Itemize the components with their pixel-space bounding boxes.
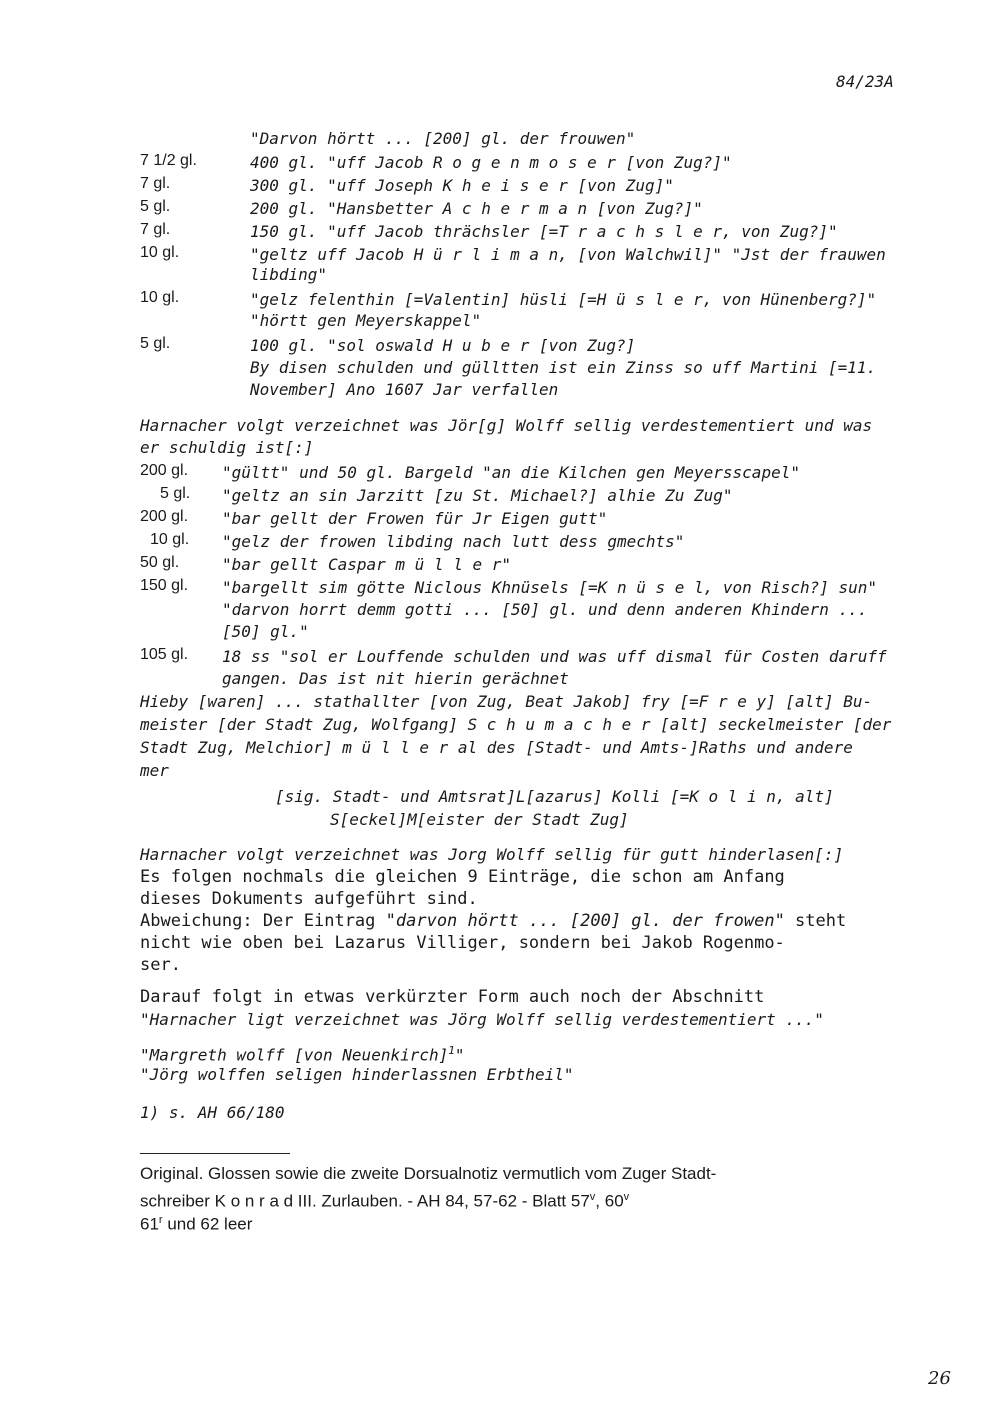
- commentary-line: Es folgen nochmals die gleichen 9 Einträge, die schon am Anfang: [140, 867, 785, 887]
- signature-line: [sig. Stadt- und Amtsrat]L[azarus] Kolli [=K o l i n, alt]: [275, 787, 834, 806]
- entry-text: 200 gl. "Hansbetter A c h e r m a n [von Zug?]": [250, 199, 703, 218]
- amount: 7 1/2 gl.: [140, 152, 197, 169]
- quoted-heading: [140, 1040, 465, 1066]
- block2-intro: Harnacher volgt verzeichnet was Jör[g] Wolff sellig verdestementiert und was: [140, 416, 873, 435]
- entry-text: "gelz der frowen libding nach lutt dess gmechts": [222, 532, 685, 551]
- block3-intro: Harnacher volgt verzeichnet was Jorg Wolff sellig für gutt hinderlasen[:]: [140, 845, 844, 864]
- corner-page-mark: 26: [928, 1368, 951, 1389]
- source-text: schreiber K o n r a d III. Zurlauben. - AH 84, 57-62 - Blatt 57: [140, 1191, 590, 1211]
- commentary-text: steht: [784, 911, 847, 931]
- amount: 7 gl.: [140, 221, 171, 238]
- source-note: [140, 1209, 252, 1236]
- commentary-text: Abweichung: Der Eintrag: [140, 911, 386, 931]
- amount: 50 gl.: [140, 554, 180, 571]
- amount: 10 gl.: [140, 289, 180, 306]
- amount: 150 gl.: [140, 577, 189, 594]
- superscript: v: [589, 1191, 596, 1203]
- block2-intro: er schuldig ist[:]: [140, 438, 314, 457]
- amount: 10 gl.: [140, 244, 180, 261]
- footnote-rule: [140, 1153, 290, 1154]
- entry-text: "geltz an sin Jarzitt [zu St. Michael?] alhie Zu Zug": [222, 486, 733, 505]
- source-text: 61: [140, 1214, 159, 1234]
- entry-text: "bargellt sim götte Niclous Khnüsels [=K n ü s e l, von Risch?] sun": [222, 578, 878, 597]
- amount: 5 gl.: [160, 485, 191, 502]
- superscript: v: [623, 1191, 630, 1203]
- commentary-line: [140, 910, 846, 932]
- amount: 5 gl.: [140, 198, 171, 215]
- entry-text: 100 gl. "sol oswald H u b e r [von Zug?]: [250, 336, 636, 355]
- commentary-line: dieses Dokuments aufgeführt sind.: [140, 889, 478, 909]
- amount: 105 gl.: [140, 646, 189, 663]
- entry-continuation: "hörtt gen Meyerskappel": [250, 311, 482, 330]
- entry-text: "gelz felenthin [=Valentin] hüsli [=H ü s l e r, von Hünenberg?]": [250, 290, 877, 309]
- entry-text: 18 ss "sol er Louffende schulden und was uff dismal für Costen daruff: [222, 647, 887, 666]
- quoted-entry: "darvon hörtt ... [200] gl. der frowen": [385, 911, 785, 931]
- entry-continuation: November] Ano 1607 Jar verfallen: [250, 380, 559, 399]
- amount: 7 gl.: [140, 175, 171, 192]
- commentary-line: Darauf folgt in etwas verkürzter Form auch noch der Abschnitt: [140, 987, 765, 1007]
- footnote-ref: 1: [448, 1044, 455, 1057]
- witness-line: Stadt Zug, Melchior] m ü l l e r al des [Stadt- und Amts-]Raths und andere: [140, 738, 853, 757]
- quote-end: ": [454, 1045, 465, 1065]
- entry-continuation: By disen schulden und gülltten ist ein Zinss so uff Martini [=11.: [250, 358, 877, 377]
- signature-line: S[eckel]M[eister der Stadt Zug]: [330, 810, 629, 829]
- source-text: und 62 leer: [162, 1214, 253, 1234]
- amount: 10 gl.: [150, 531, 190, 548]
- entry-text: "geltz uff Jacob H ü r l i m a n, [von Walchwil]" "Jst der frauwen: [250, 245, 886, 264]
- quote-text: "Margreth wolff [von Neuenkirch]: [140, 1045, 449, 1065]
- entry-continuation: libding": [250, 265, 328, 284]
- superscript: r: [158, 1214, 163, 1226]
- amount: 5 gl.: [140, 335, 171, 352]
- commentary-line: ser.: [140, 955, 181, 975]
- commentary-line: nicht wie oben bei Lazarus Villiger, sondern bei Jakob Rogenmo-: [140, 933, 785, 953]
- source-note: Original. Glossen sowie die zweite Dorsualnotiz vermutlich vom Zuger Stadt-: [140, 1164, 717, 1183]
- quoted-heading: "Jörg wolffen seligen hinderlassnen Erbtheil": [140, 1065, 574, 1084]
- entry-continuation: gangen. Das ist nit hierin gerächnet: [222, 669, 569, 688]
- block1-header: "Darvon hörtt ... [200] gl. der frouwen": [250, 129, 636, 148]
- entry-continuation: [50] gl.": [222, 622, 309, 641]
- entry-continuation: "darvon horrt demm gotti ... [50] gl. und denn anderen Khindern ...: [222, 600, 868, 619]
- entry-text: "bar gellt Caspar m ü l l e r": [222, 555, 511, 574]
- footnote: 1) s. AH 66/180: [140, 1103, 285, 1122]
- quoted-heading: "Harnacher ligt verzeichnet was Jörg Wolff sellig verdestementiert ...": [140, 1010, 824, 1029]
- amount: 200 gl.: [140, 508, 189, 525]
- witness-line: Hieby [waren] ... stathallter [von Zug, Beat Jakob] fry [=F r e y] [alt] Bu-: [140, 692, 873, 711]
- entry-text: "gültt" und 50 gl. Bargeld "an die Kilchen gen Meyersscapel": [222, 463, 800, 482]
- entry-text: 400 gl. "uff Jacob R o g e n m o s e r [von Zug?]": [250, 153, 732, 172]
- entry-text: "bar gellt der Frowen für Jr Eigen gutt": [222, 509, 608, 528]
- witness-line: mer: [140, 761, 169, 780]
- source-text: , 60: [595, 1191, 624, 1211]
- entry-text: 300 gl. "uff Joseph K h e i s e r [von Zug]": [250, 176, 674, 195]
- entry-text: 150 gl. "uff Jacob thrächsler [=T r a c h s l e r, von Zug?]": [250, 222, 838, 241]
- page-number: 84/23A: [836, 72, 894, 91]
- amount: 200 gl.: [140, 462, 189, 479]
- witness-line: meister [der Stadt Zug, Wolfgang] S c h u m a c h e r [alt] seckelmeister [der: [140, 715, 892, 734]
